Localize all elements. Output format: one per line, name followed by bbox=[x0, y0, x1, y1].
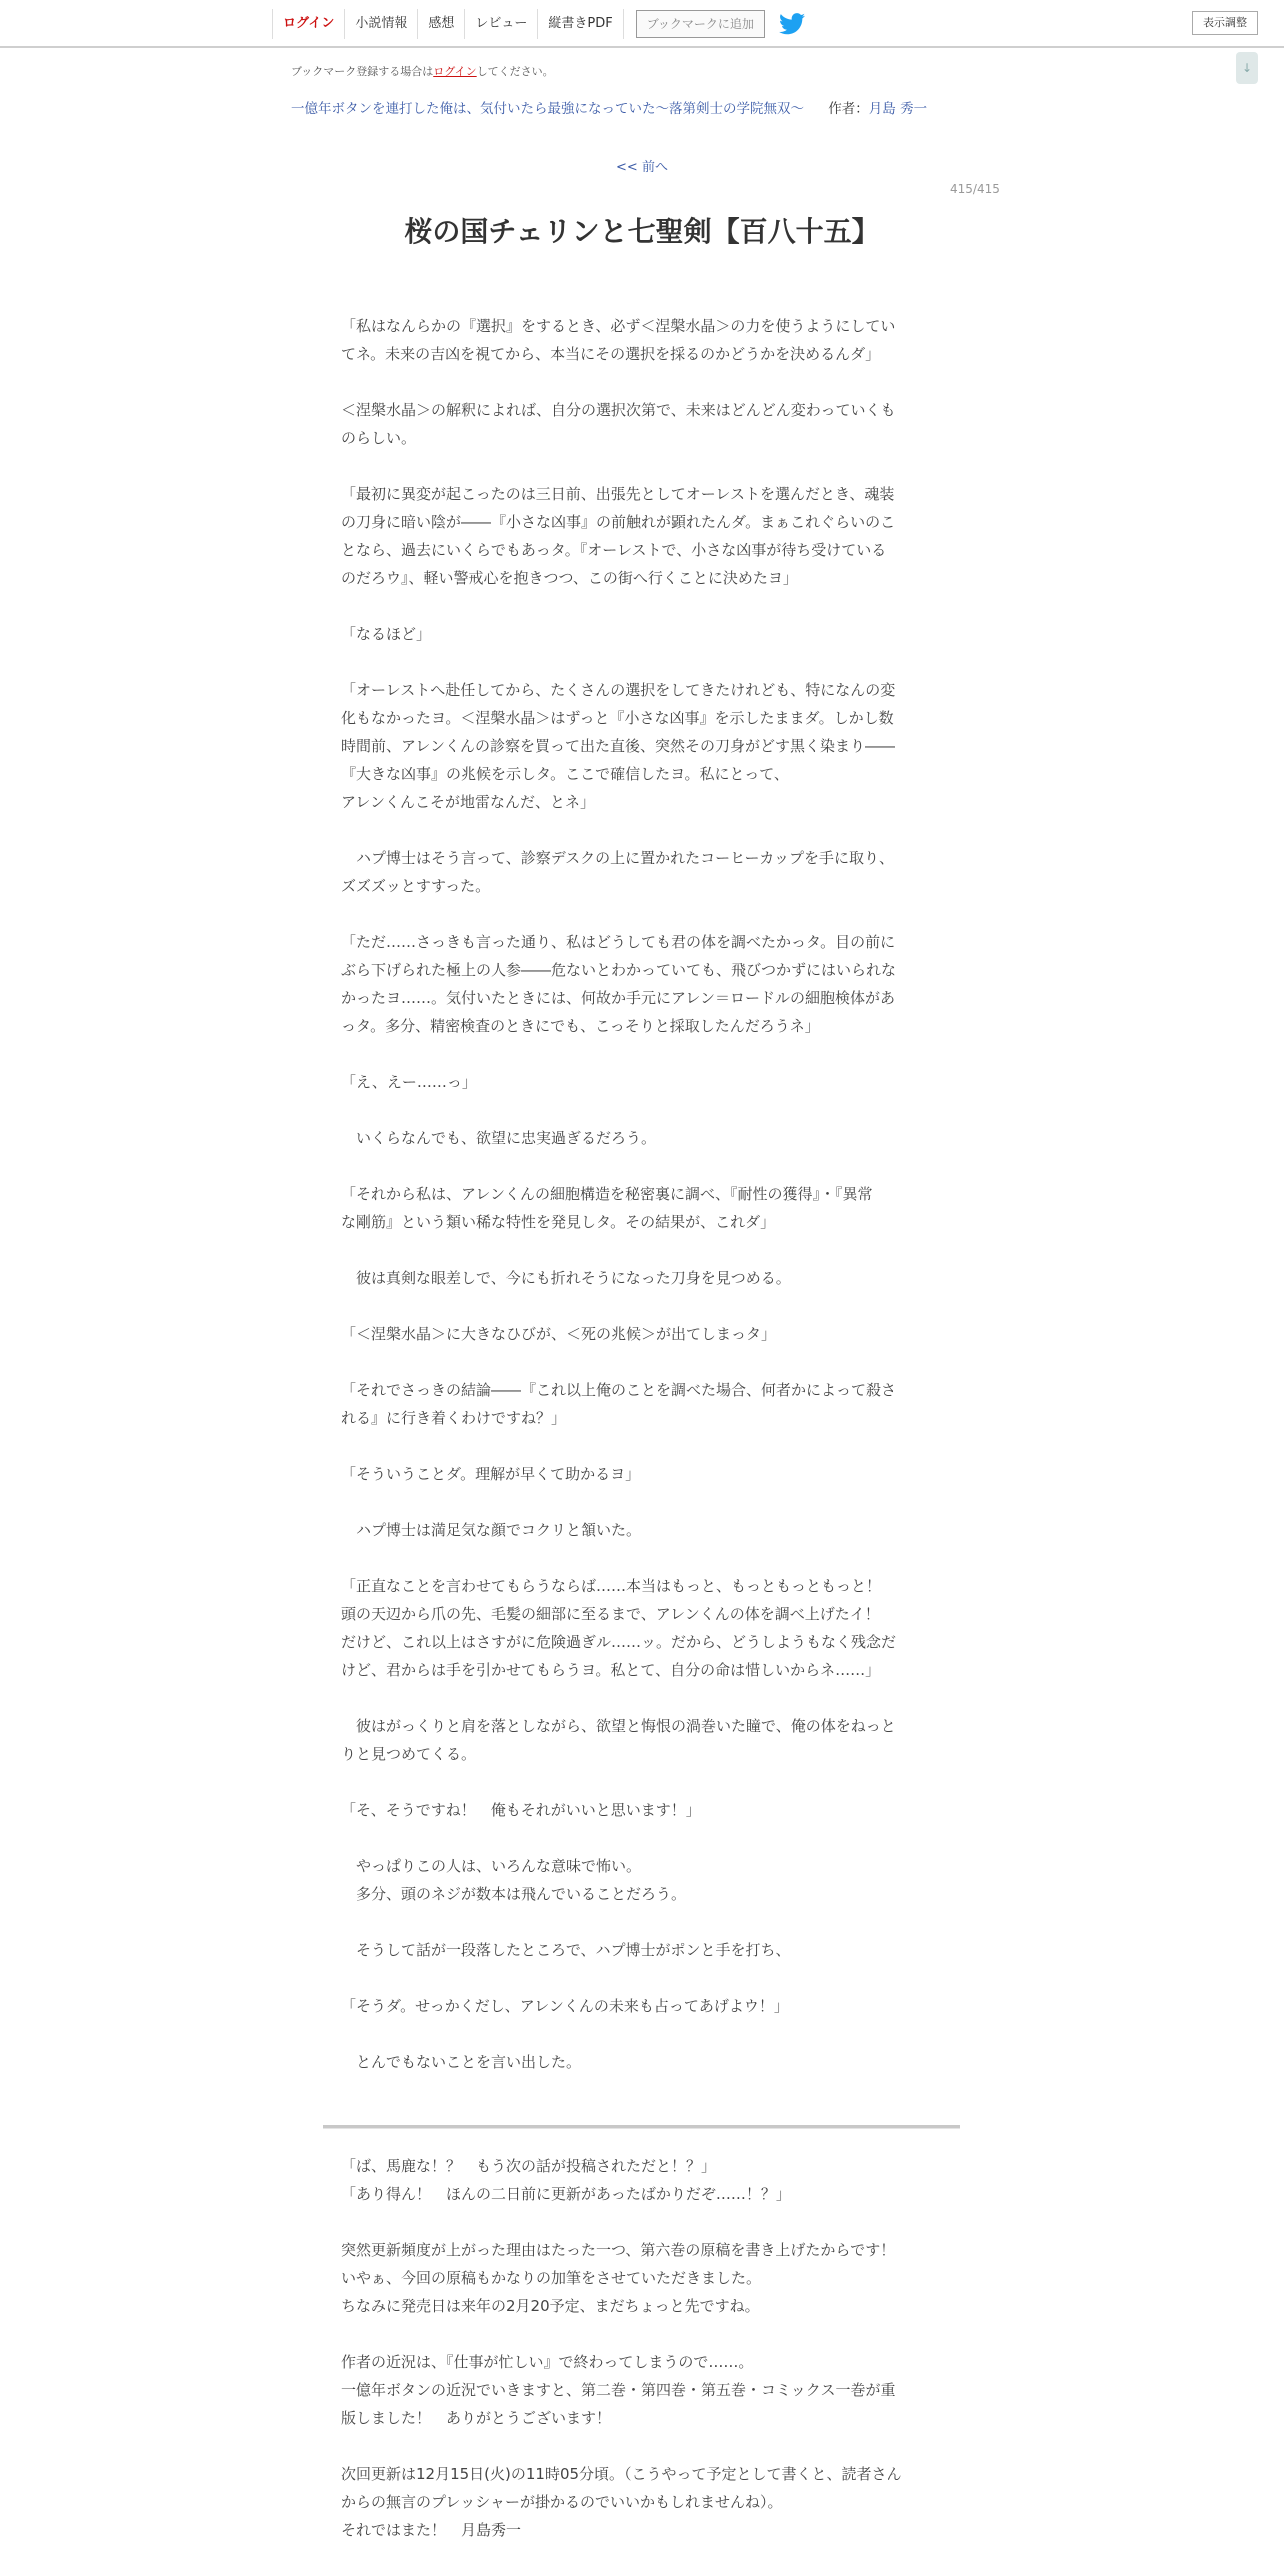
body-line bbox=[341, 1152, 937, 1180]
chapter-title: 桜の国チェリンと七聖剣【百八十五】 bbox=[404, 215, 880, 248]
afterword-line: 突然更新頻度が上がった理由はたった一つ、第六巻の原稿を書き上げたからです！ bbox=[341, 2241, 896, 2259]
body-line: 「正直なことを言わせてもらうならば……本当はもっと、もっともっともっと！ bbox=[341, 1577, 882, 1595]
body-line: 「それでさっきの結論――『これ以上俺のことを調べた場合、何者かによって殺さ bbox=[341, 1381, 897, 1399]
login-notice bbox=[291, 63, 554, 79]
body-line bbox=[341, 452, 937, 480]
body-line bbox=[341, 1768, 937, 1796]
body-line: けど、君からは手を引かせてもらうヨ。私とて、自分の命は惜しいからネ……」 bbox=[341, 1661, 881, 1679]
body-line: のらしい。 bbox=[341, 429, 417, 447]
body-line bbox=[341, 2020, 937, 2048]
chapter-body bbox=[341, 312, 937, 2076]
body-line: 「ただ……さっきも言った通り、私はどうしても君の体を調べたかっタ。目の前に bbox=[341, 933, 896, 951]
nav-login[interactable]: ログイン bbox=[272, 9, 344, 39]
afterword-line bbox=[341, 2208, 937, 2236]
afterword-line bbox=[341, 2320, 937, 2348]
nav-novel-info[interactable]: 小説情報 bbox=[344, 9, 417, 39]
body-line: 「最初に異変が起こったのは三日前、出張先としてオーレストを選んだとき、魂装 bbox=[341, 485, 895, 503]
body-line bbox=[341, 816, 937, 844]
bookmark-add-button[interactable]: ブックマークに追加 bbox=[636, 10, 765, 38]
nav-review[interactable]: レビュー bbox=[464, 9, 537, 39]
afterword-line: 「あり得ん！ ほんの二日前に更新があったばかりだぞ……！？」 bbox=[341, 2185, 791, 2203]
body-line: な剛筋』という類い稀な特性を発見しタ。その結果が、これダ」 bbox=[341, 1213, 776, 1231]
afterword-line: 「ば、馬鹿な！？ もう次の話が投稿されただと！？」 bbox=[341, 2157, 717, 2175]
body-line: ハプ博士は満足気な顔でコクリと頷いた。 bbox=[341, 1521, 642, 1539]
author-label: 作者： bbox=[828, 101, 869, 117]
body-line bbox=[341, 1684, 937, 1712]
body-line bbox=[341, 1488, 937, 1516]
body-line: となら、過去にいくらでもあっタ。『オーレストで、小さな凶事が待ち受けている bbox=[341, 541, 887, 559]
nav-vertical-pdf[interactable]: 縦書きPDF bbox=[537, 9, 623, 39]
body-line: 彼はがっくりと肩を落としながら、欲望と悔恨の渦巻いた瞳で、俺の体をねっと bbox=[341, 1717, 896, 1735]
body-line: 「え、えー……っ」 bbox=[341, 1073, 477, 1091]
scroll-down-button[interactable]: ↓ bbox=[1236, 52, 1258, 84]
body-line: 「そうダ。せっかくだし、アレンくんの未来も占ってあげよウ！」 bbox=[341, 1997, 789, 2015]
body-line: だけど、これ以上はさすがに危険過ぎル……ッ。だから、どうしようもなく残念だ bbox=[341, 1633, 897, 1651]
login-notice-before: ブックマーク登録する場合は bbox=[291, 65, 434, 78]
page-counter: 415/415 bbox=[950, 182, 1000, 196]
body-line: 化もなかったヨ。＜涅槃水晶＞はずっと『小さな凶事』を示したままダ。しかし数 bbox=[341, 709, 894, 727]
body-line: 「そういうことダ。理解が早くて助かるヨ」 bbox=[341, 1465, 641, 1483]
body-line bbox=[341, 1040, 937, 1068]
body-line: りと見つめてくる。 bbox=[341, 1745, 477, 1763]
body-line: ぶら下げられた極上の人参――危ないとわかっていても、飛びつかずにはいられな bbox=[341, 961, 897, 979]
body-line: かったヨ……。気付いたときには、何故か手元にアレン＝ロードルの細胞検体があ bbox=[341, 989, 896, 1007]
body-line: 「なるほど」 bbox=[341, 625, 432, 643]
afterword-line: 一億年ボタンの近況でいきますと、第二巻・第四巻・第五巻・コミックス一巻が重 bbox=[341, 2381, 896, 2399]
novel-title-link[interactable]: 一億年ボタンを連打した俺は、気付いたら最強になっていた～落第剣士の学院無双～ bbox=[291, 101, 804, 117]
body-line bbox=[341, 1432, 937, 1460]
body-line bbox=[341, 900, 937, 928]
afterword-line: 版しました！ ありがとうございます！ bbox=[341, 2409, 612, 2427]
body-line: 「私はなんらかの『選択』をするとき、必ず＜涅槃水晶＞の力を使うようにしてい bbox=[341, 317, 896, 335]
body-line: やっぱりこの人は、いろんな意味で怖い。 bbox=[341, 1857, 642, 1875]
login-notice-link[interactable]: ログイン bbox=[433, 65, 477, 78]
body-line bbox=[341, 1908, 937, 1936]
afterword-line: からの無言のプレッシャーが掛かるのでいいかもしれませんね）。 bbox=[341, 2493, 783, 2511]
body-line: ハプ博士はそう言って、診察デスクの上に置かれたコーヒーカップを手に取り、 bbox=[341, 849, 895, 867]
body-line: とんでもないことを言い出した。 bbox=[341, 2053, 582, 2071]
body-line bbox=[341, 1292, 937, 1320]
body-line: 頭の天辺から爪の先、毛髪の細部に至るまで、アレンくんの体を調べ上げたイ！ bbox=[341, 1605, 880, 1623]
afterword-line bbox=[341, 2432, 937, 2460]
afterword-line: ちなみに発売日は来年の2月20予定、まだちょっと先ですね。 bbox=[341, 2297, 760, 2315]
body-line: アレンくんこそが地雷なんだ、とネ」 bbox=[341, 793, 596, 811]
body-line: 「それから私は、アレンくんの細胞構造を秘密裏に調べ、『耐性の獲得』・『異常 bbox=[341, 1185, 873, 1203]
body-line: いくらなんでも、欲望に忠実過ぎるだろう。 bbox=[341, 1129, 657, 1147]
body-line: れる』に行き着くわけですね？」 bbox=[341, 1409, 567, 1427]
twitter-bird-icon[interactable] bbox=[779, 13, 805, 35]
body-line: 時間前、アレンくんの診察を買って出た直後、突然その刀身がどす黒く染まり―― bbox=[341, 737, 896, 755]
body-line: 「オーレストへ赴任してから、たくさんの選択をしてきたけれども、特になんの変 bbox=[341, 681, 896, 699]
body-line bbox=[341, 1544, 937, 1572]
body-line bbox=[341, 1096, 937, 1124]
afterword-divider bbox=[323, 2125, 960, 2129]
body-line bbox=[341, 1964, 937, 1992]
login-notice-after: してください。 bbox=[476, 65, 554, 78]
body-line: ズズズッとすすった。 bbox=[341, 877, 491, 895]
display-settings-button[interactable]: 表示調整 bbox=[1192, 11, 1258, 35]
body-line: ＜涅槃水晶＞の解釈によれば、自分の選択次第で、未来はどんどん変わっていくも bbox=[341, 401, 896, 419]
body-line: 多分、頭のネジが数本は飛んでいることだろう。 bbox=[341, 1885, 687, 1903]
body-line: そうして話が一段落したところで、ハプ博士がポンと手を打ち、 bbox=[341, 1941, 791, 1959]
body-line: 『大きな凶事』の兆候を示しタ。ここで確信したヨ。私にとって、 bbox=[341, 765, 789, 783]
author-info bbox=[828, 101, 927, 117]
body-line: の刀身に暗い陰が――『小さな凶事』の前触れが顕れたんダ。まぁこれぐらいのこ bbox=[341, 513, 896, 531]
top-navigation-bar bbox=[0, 0, 1284, 48]
body-line: 彼は真剣な眼差しで、今にも折れそうになった刀身を見つめる。 bbox=[341, 1269, 791, 1287]
afterword-line: いやぁ、今回の原稿もかなりの加筆をさせていただきました。 bbox=[341, 2269, 762, 2287]
previous-chapter-link[interactable]: << 前へ bbox=[616, 160, 668, 175]
nav-menu bbox=[272, 8, 805, 40]
body-line: 「＜涅槃水晶＞に大きなひびが、＜死の兆候＞が出てしまっタ」 bbox=[341, 1325, 777, 1343]
body-line bbox=[341, 648, 937, 676]
novel-header bbox=[291, 97, 927, 117]
afterword-line: 作者の近況は、『仕事が忙しい』で終わってしまうので……。 bbox=[341, 2353, 754, 2371]
body-line: 「そ、そうですね！ 俺もそれがいいと思います！」 bbox=[341, 1801, 701, 1819]
author-afterword bbox=[341, 2152, 937, 2544]
body-line: てネ。未来の吉凶を視てから、本当にその選択を採るのかどうかを決めるんダ」 bbox=[341, 345, 881, 363]
body-line bbox=[341, 592, 937, 620]
body-line: っタ。多分、精密検査のときにでも、こっそりと採取したんだろうネ」 bbox=[341, 1017, 820, 1035]
body-line: のだろウ』、軽い警戒心を抱きつつ、この街へ行くことに決めたヨ」 bbox=[341, 569, 798, 587]
afterword-line: それではまた！ 月島秀一 bbox=[341, 2521, 522, 2539]
body-line bbox=[341, 368, 937, 396]
body-line bbox=[341, 1348, 937, 1376]
body-line bbox=[341, 1824, 937, 1852]
nav-impressions[interactable]: 感想 bbox=[417, 9, 464, 39]
afterword-line: 次回更新は12月15日(火)の11時05分頃。（こうやって予定として書くと、読者さん bbox=[341, 2465, 902, 2483]
body-line bbox=[341, 1236, 937, 1264]
author-link[interactable]: 月島 秀一 bbox=[868, 101, 928, 117]
